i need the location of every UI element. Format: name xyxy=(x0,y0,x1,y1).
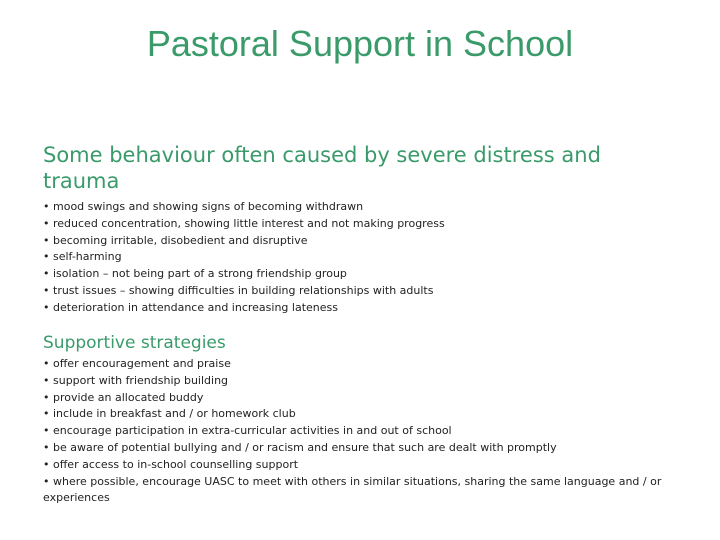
bullet-icon: • xyxy=(43,283,50,297)
behaviour-list xyxy=(43,199,693,317)
bullet-icon: • xyxy=(43,300,50,314)
bullet-icon: • xyxy=(43,200,50,213)
section-heading-strategies: Supportive strategies xyxy=(43,333,226,353)
bullet-icon: • xyxy=(43,267,50,281)
list-item: • isolation – not being part of a strong friendship group xyxy=(43,266,693,283)
list-item: • self-harming xyxy=(43,249,693,266)
list-item: • becoming irritable, disobedient and disruptive xyxy=(43,233,693,250)
bullet-icon: • xyxy=(43,373,50,387)
bullet-icon: • xyxy=(43,424,50,438)
list-item: • be aware of potential bullying and / or racism and ensure that such are dealt with promptly xyxy=(43,440,693,457)
bullet-icon: • xyxy=(43,250,50,264)
list-item: • reduced concentration, showing little interest and not making progress xyxy=(43,216,693,233)
bullet-icon: • xyxy=(43,233,50,247)
list-item: • include in breakfast and / or homework club xyxy=(43,406,693,423)
bullet-icon: • xyxy=(43,474,50,488)
section-heading-behaviour: Some behaviour often caused by severe distress and trauma xyxy=(43,143,601,193)
bullet-icon: • xyxy=(43,390,50,404)
list-item: • encourage participation in extra-curricular activities in and out of school xyxy=(43,423,693,440)
list-item: • offer encouragement and praise xyxy=(43,356,693,373)
bullet-icon: • xyxy=(43,357,50,370)
list-item: • provide an allocated buddy xyxy=(43,390,693,407)
bullet-icon: • xyxy=(43,457,50,471)
list-item: • trust issues – showing difficulties in building relationships with adults xyxy=(43,283,693,300)
list-item: • mood swings and showing signs of becoming withdrawn xyxy=(43,199,693,216)
list-item: • deterioration in attendance and increasing lateness xyxy=(43,300,693,317)
list-item: • offer access to in-school counselling support xyxy=(43,457,693,474)
strategies-list xyxy=(43,356,693,507)
slide-title: Pastoral Support in School xyxy=(146,23,574,64)
bullet-icon: • xyxy=(43,216,50,230)
bullet-icon: • xyxy=(43,440,50,454)
list-item: • support with friendship building xyxy=(43,373,693,390)
list-item: • where possible, encourage UASC to meet with others in similar situations, sharing the same language and / or experiences xyxy=(43,474,662,505)
bullet-icon: • xyxy=(43,407,50,421)
